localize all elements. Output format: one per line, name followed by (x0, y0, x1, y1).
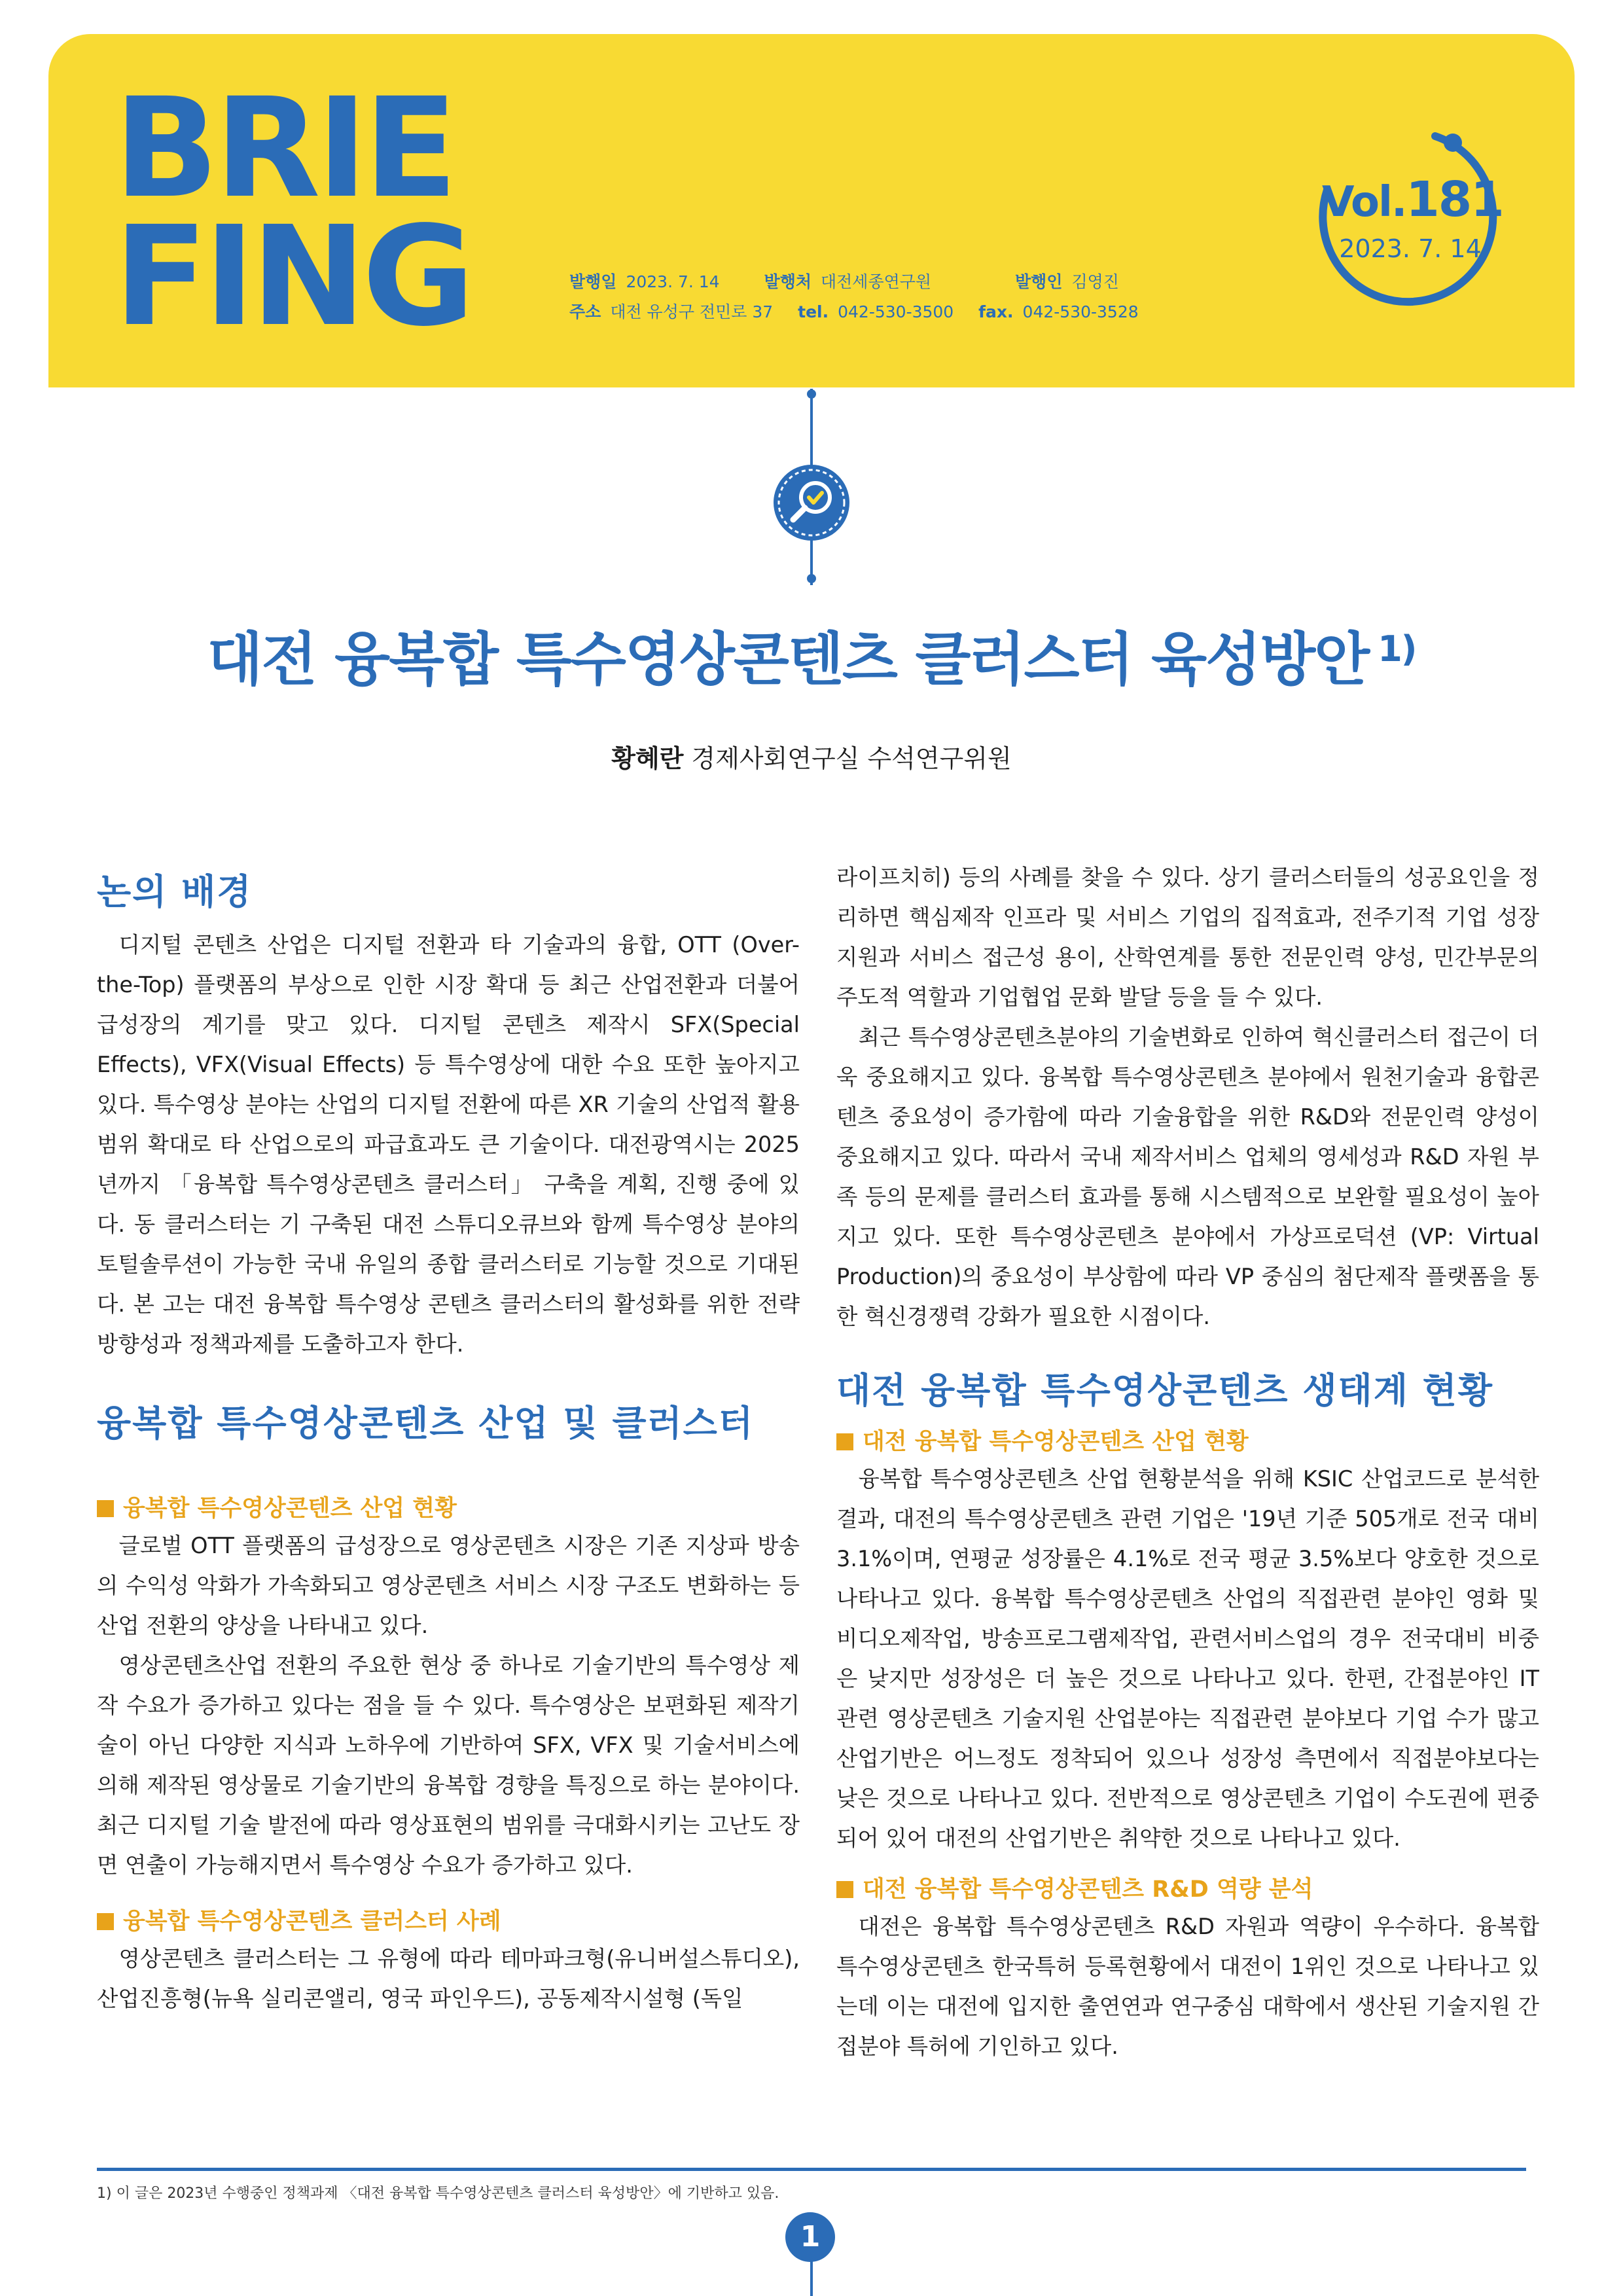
section-heading-industry-cluster: 융복합 특수영상콘텐츠 산업 및 클러스터 (97, 1402, 754, 1444)
paragraph: 대전은 융복합 특수영상콘텐츠 R&D 자원과 역량이 우수하다. 융복합 특수영상콘텐츠 한국특허 등록현황에서 대전이 1위인 것으로 나타나고 있는데 이는 대전에 입지한 출연연과 연구중심 대학에서 생산된 기술지원 간접분야 특허에 기인하고 있다. (836, 1914, 1539, 2059)
author-line (0, 738, 1623, 774)
subheading-industry-status (97, 1492, 800, 1526)
logo-line-1: BRIE (114, 68, 454, 228)
volume-label (1322, 171, 1503, 228)
fax-label: fax. (978, 302, 1014, 321)
subheading-text: 대전 융복합 특수영상콘텐츠 산업 현황 (863, 1429, 1249, 1455)
address: 대전 유성구 전민로 37 (610, 302, 774, 321)
page-number: 1 (785, 2212, 835, 2262)
title-text: 대전 융복합 특수영상콘텐츠 클러스터 육성방안 (207, 626, 1369, 693)
banner-scalloped-edge (48, 374, 1575, 389)
subheading-text: 융복합 특수영상콘텐츠 클러스터 사례 (123, 1909, 501, 1935)
square-bullet-icon (97, 1500, 114, 1517)
logo-line-2: FING (114, 196, 471, 357)
pubinfo-row-2 (569, 297, 1158, 327)
paragraph: 영상콘텐츠산업 전환의 주요한 현상 중 하나로 기술기반의 특수영상 제작 수요가 증가하고 있다는 점을 들 수 있다. 특수영상은 보편화된 제작기술이 아닌 다양한 지식과 노하우에 기반하여 SFX, VFX 및 기술서비스에 의해 제작된 영상물로 기술기반의 융복합 경향을 특징으로 하는 분야이다. 최근 디지털 기술 발전에 따라 영상표현의 범위를 극대화시키는 고난도 장면 연출이 가능해지면서 특수영상 수요가 증가하고 있다. (97, 1653, 800, 1878)
vol-number: 181 (1406, 171, 1503, 228)
publication-info (569, 267, 1158, 327)
pub-date: 2023. 7. 14 (626, 272, 720, 291)
footnote: 1) 이 글은 2023년 수행중인 정책과제 〈대전 융복합 특수영상콘텐츠 클러스터 육성방안〉에 기반하고 있음. (97, 2185, 779, 2202)
section-heading-ecosystem: 대전 융복합 특수영상콘텐츠 생태계 현황 (836, 1369, 1493, 1411)
tel: 042-530-3500 (838, 302, 954, 321)
paragraph: 영상콘텐츠 클러스터는 그 유형에 따라 테마파크형(유니버설스튜디오), 산업진흥형(뉴욕 실리콘앨리, 영국 파인우드), 공동제작시설형 (독일 (97, 1946, 800, 2011)
briefing-logo (114, 68, 533, 357)
paragraph: 디지털 콘텐츠 산업은 디지털 전환과 타 기술과의 융합, OTT (Over-the-Top) 플랫폼의 부상으로 인한 시장 확대 등 최근 산업전환과 더불어 급성장의 계기를 맞고 있다. 디지털 콘텐츠 제작시 SFX(Special Effects), VFX(Visual Effects) 등 특수영상에 대한 수요 또한 높아지고 있다. 특수영상 분야는 산업의 디지털 전환에 따른 XR 기술의 산업적 활용범위 확대로 타 산업으로의 파급효과도 큰 기술이다. 대전광역시는 2025년까지 「융복합 특수영상콘텐츠 클러스터」 구축을 계획, 진행 중에 있다. 동 클러스터는 기 구축된 대전 스튜디오큐브와 함께 특수영상 분야의 토털솔루션이 가능한 국내 유일의 종합 클러스터로 기능할 것으로 기대된다. 본 고는 대전 융복합 특수영상 콘텐츠 클러스터의 활성화를 위한 전략 방향성과 정책과제를 도출하고자 한다. (97, 932, 800, 1357)
paragraph: 글로벌 OTT 플랫폼의 급성장으로 영상콘텐츠 시장은 기존 지상파 방송의 수익성 악화가 가속화되고 영상콘텐츠 서비스 시장 구조도 변화하는 등 산업 전환의 양상을 나타내고 있다. (97, 1533, 800, 1638)
author-affiliation: 경제사회연구실 수석연구위원 (691, 744, 1012, 773)
right-column (836, 857, 1539, 2166)
paragraph-continued: 라이프치히) 등의 사례를 찾을 수 있다. 상기 클러스터들의 성공요인을 정리하면 핵심제작 인프라 및 서비스 기업의 집적효과, 전주기적 기업 성장 지원과 서비스 접근성 용이, 산학연계를 통한 전문인력 양성, 민간부문의 주도적 역할과 기업협업 문화 발달 등을 들 수 있다. (836, 865, 1539, 1010)
paragraph: 융복합 특수영상콘텐츠 산업 현황분석을 위해 KSIC 산업코드로 분석한 결과, 대전의 특수영상콘텐츠 관련 기업은 '19년 기준 505개로 전국 대비 3.1%이며, 연평균 성장률은 4.1%로 전국 평균 3.5%보다 양호한 것으로 나타나고 있다. 융복합 특수영상콘텐츠 산업의 직접관련 분야인 영화 및 비디오제작업, 방송프로그램제작업, 관련서비스업의 경우 전국대비 비중은 낮지만 성장성은 더 높은 것으로 나타나고 있다. 한편, 간접분야인 IT 관련 영상콘텐츠 기술지원 산업분야는 직접관련 분야보다 기업 수가 많고 산업기반은 어느정도 정착되어 있으나 성장성 측면에서 직접분야보다는 낮은 것으로 나타나고 있다. 전반적으로 영상콘텐츠 기업이 수도권에 편중되어 있어 대전의 산업기반은 취약한 것으로 나타나고 있다. (836, 1466, 1539, 1851)
paragraph: 최근 특수영상콘텐츠분야의 기술변화로 인하여 혁신클러스터 접근이 더욱 중요해지고 있다. 융복합 특수영상콘텐츠 분야에서 원천기술과 융합콘텐츠 중요성이 증가함에 따라 기술융합을 위한 R&D와 전문인력 양성이 중요해지고 있다. 따라서 국내 제작서비스 업체의 영세성과 R&D 자원 부족 등의 문제를 클러스터 효과를 통해 시스템적으로 보완할 필요성이 높아지고 있다. 또한 특수영상콘텐츠 분야에서 가상프로덕션 (VP: Virtual Production)의 중요성이 부상함에 따라 VP 중심의 첨단제작 플랫폼을 통한 혁신경쟁력 강화가 필요한 시점이다. (836, 1024, 1539, 1329)
vol-prefix: Vol. (1322, 178, 1406, 226)
page-title (0, 614, 1623, 696)
publisher-label: 발행처 (764, 272, 812, 291)
square-bullet-icon (836, 1881, 853, 1898)
fax: 042-530-3528 (1022, 302, 1139, 321)
publisher: 대전세종연구원 (821, 272, 932, 291)
subheading-text: 대전 융복합 특수영상콘텐츠 R&D 역량 분석 (863, 1876, 1313, 1903)
section-heading-background: 논의 배경 (97, 870, 253, 912)
pubinfo-row-1 (569, 267, 1158, 297)
footer-rule (97, 2168, 1526, 2171)
subheading-cluster-cases (97, 1905, 800, 1939)
subheading-daejeon-industry (836, 1425, 1539, 1459)
tel-label: tel. (798, 302, 829, 321)
subheading-rnd-capacity (836, 1873, 1539, 1907)
address-label: 주소 (569, 302, 601, 321)
subheading-text: 융복합 특수영상콘텐츠 산업 현황 (123, 1496, 457, 1522)
square-bullet-icon (97, 1913, 114, 1930)
left-column (97, 857, 800, 2166)
issuer-label: 발행인 (1015, 272, 1063, 291)
pub-date-label: 발행일 (569, 272, 617, 291)
author-name: 황혜란 (611, 744, 684, 773)
title-footnote-mark: 1) (1378, 628, 1416, 670)
square-bullet-icon (836, 1433, 853, 1450)
volume-date: 2023. 7. 14 (1339, 234, 1482, 263)
issuer: 김영진 (1071, 272, 1119, 291)
search-check-icon (746, 389, 877, 585)
